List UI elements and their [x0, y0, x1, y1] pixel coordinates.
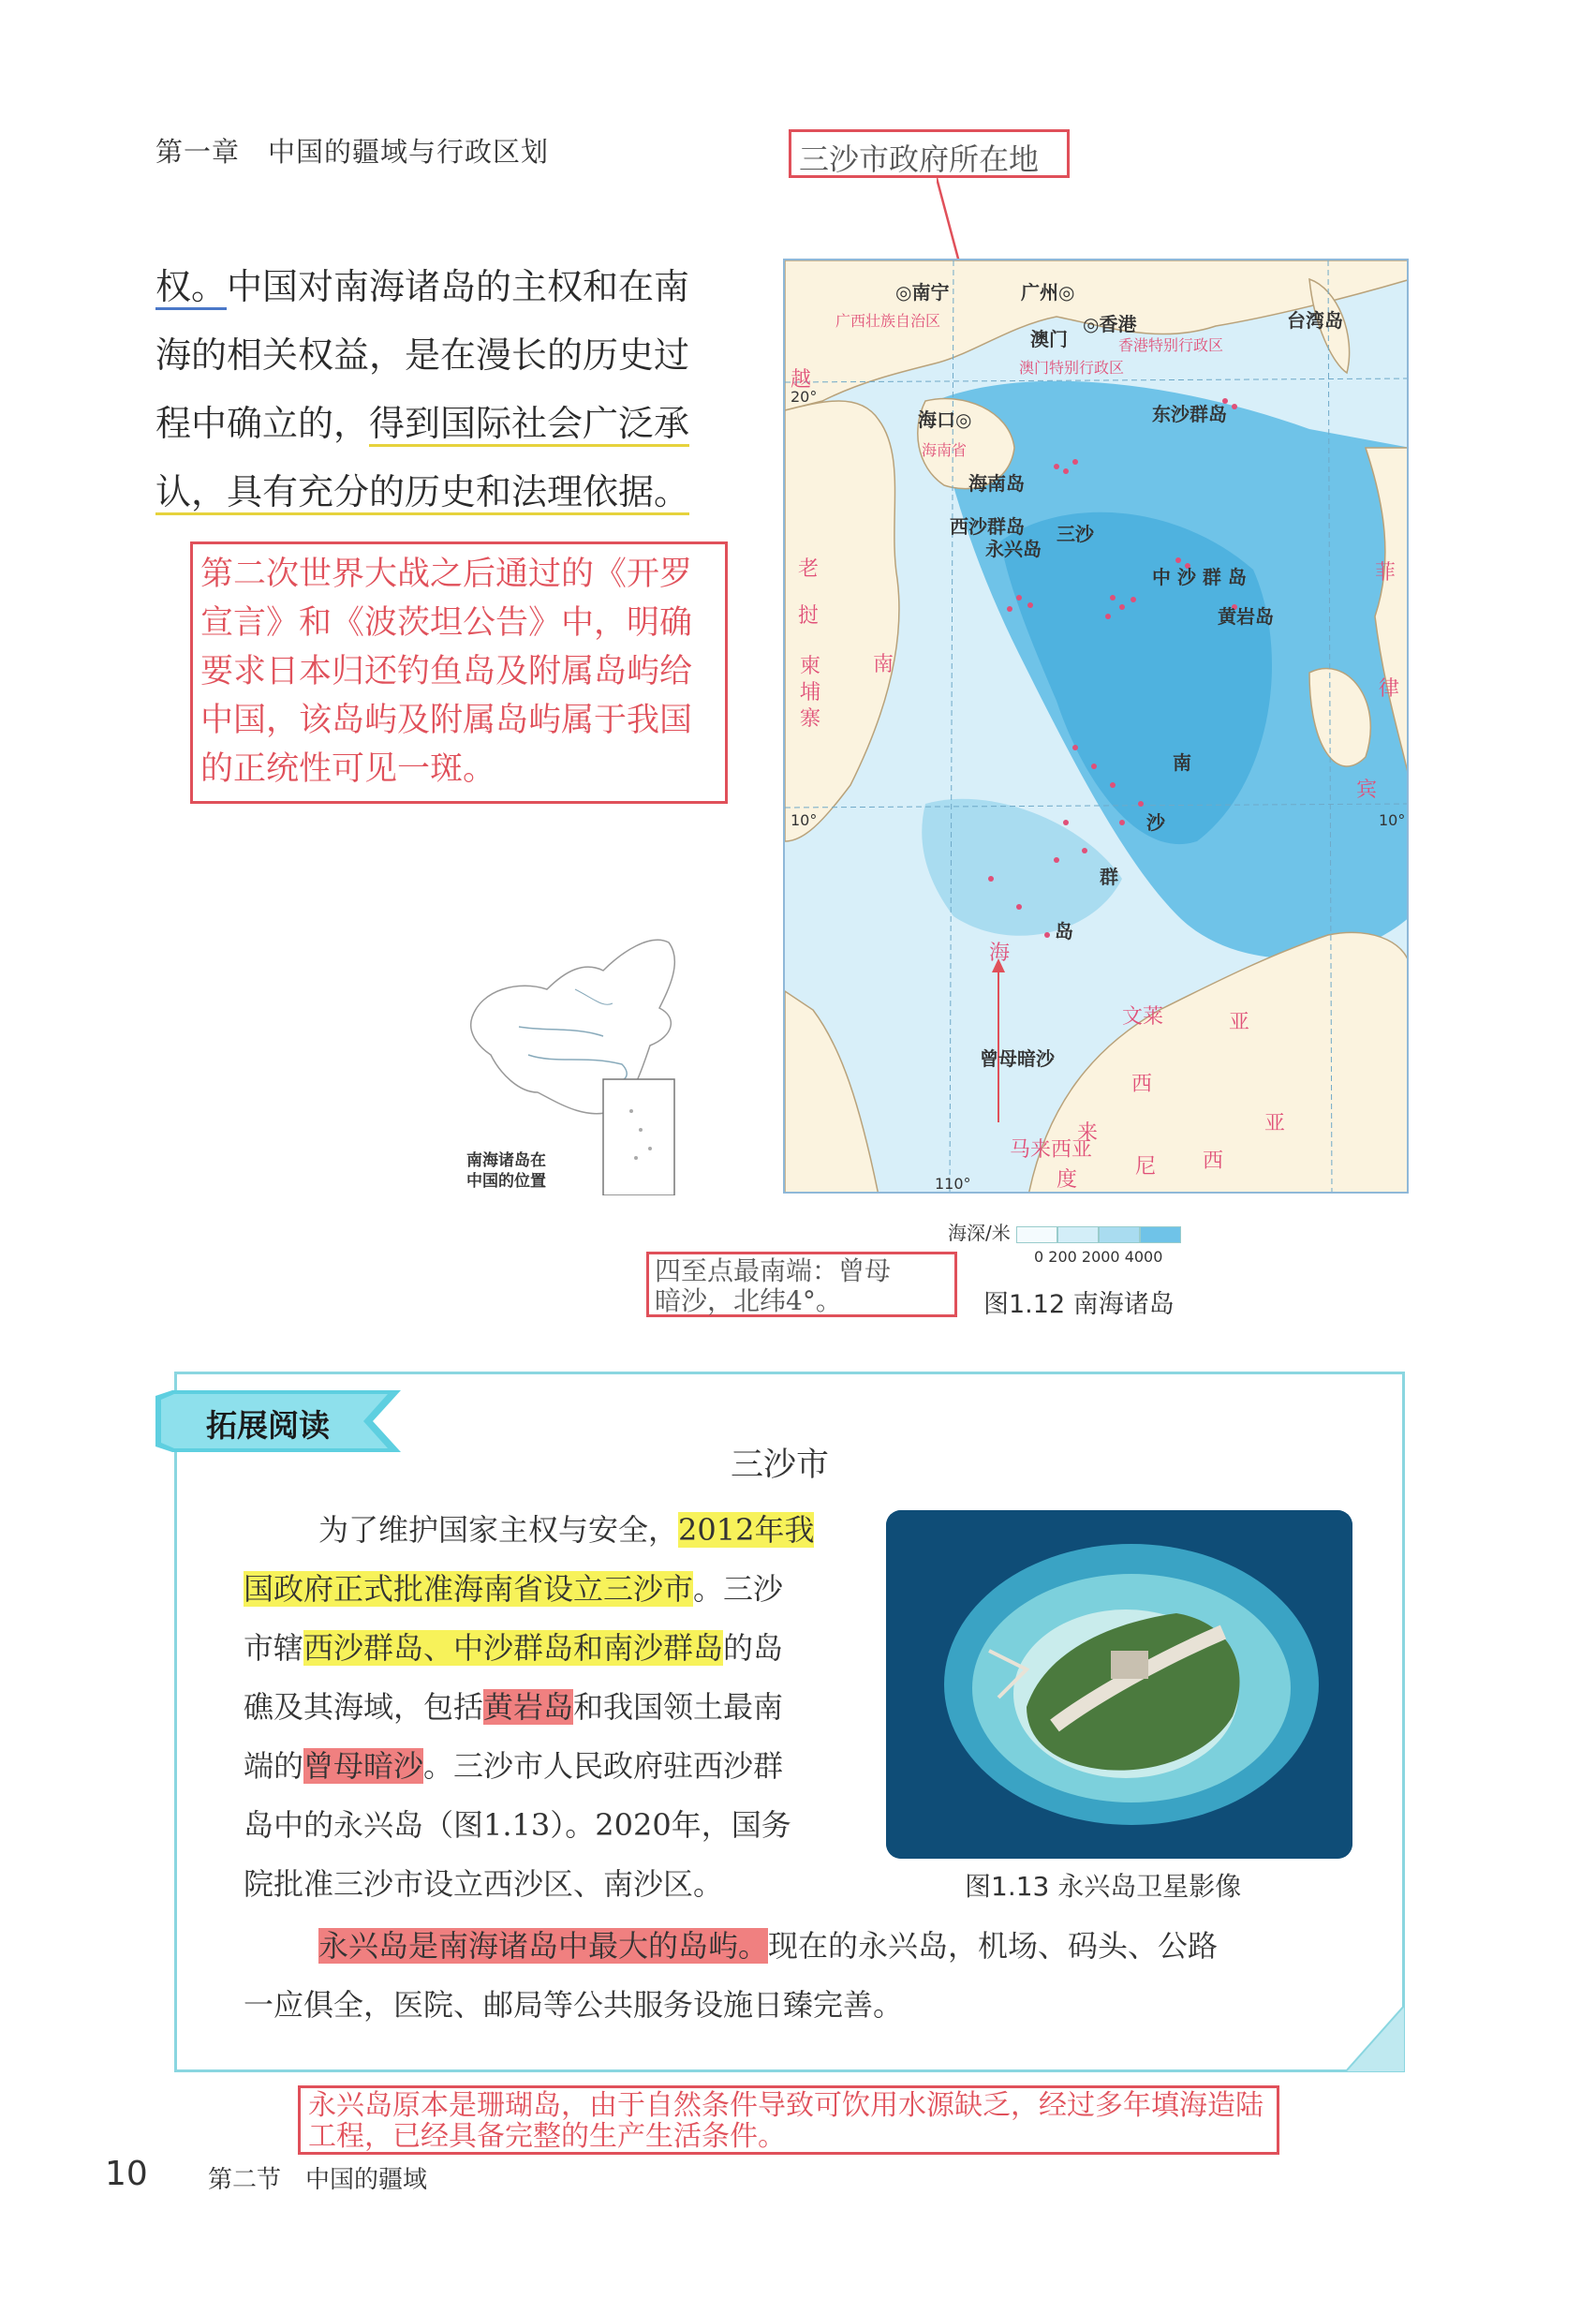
map-label-country: 南: [873, 653, 894, 676]
map-label-sansha: 三沙: [1057, 523, 1094, 545]
map-label-nansha: 南: [1173, 751, 1191, 774]
body-text: 权。: [155, 266, 227, 310]
reading-text: 院批准三沙市设立西沙区、南沙区。: [244, 1866, 724, 1902]
reading-title: 三沙市: [731, 1446, 830, 1484]
map-label-latitude: 20°: [791, 388, 818, 406]
map-label-country: 亚: [1264, 1112, 1286, 1135]
inset-caption-line: 南海诸岛在: [466, 1151, 546, 1170]
map-label-country: 来: [1077, 1121, 1099, 1145]
map-label-zhongsha: 中 沙 群 岛: [1152, 566, 1247, 588]
map-label-country: 西: [1203, 1150, 1224, 1173]
map-label-nansha: 群: [1100, 866, 1118, 888]
map-label-xisha: 西沙群岛: [950, 515, 1025, 538]
map-label-hainan-prov: 海南省: [922, 441, 968, 459]
reading-text: 端的: [244, 1748, 304, 1784]
map-label-zengmu: 曾母暗沙: [980, 1047, 1055, 1070]
map-label-yongxing: 永兴岛: [985, 538, 1042, 560]
map-label-taiwan: 台湾岛: [1287, 309, 1343, 332]
annotation-sansha-gov: 三沙市政府所在地: [789, 129, 1070, 178]
map-label-aomen: 澳门: [1030, 328, 1068, 350]
figure-caption: 图1.12 南海诸岛: [983, 1290, 1175, 1319]
map-label-country: 越: [791, 368, 812, 392]
body-text-underlined: 认，具有充分的历史和法理依据。: [155, 471, 689, 515]
yongxing-satellite-image: [886, 1510, 1352, 1859]
map-label-country: 亚: [1229, 1011, 1250, 1034]
map-label-country: 马来西亚: [1010, 1138, 1093, 1162]
highlight-red: 黄岩岛: [483, 1689, 574, 1725]
map-label-xianggang: ◎香港: [1083, 313, 1137, 335]
annotation-text: 暗沙，北纬4°。: [655, 1285, 842, 1316]
map-label-country: 柬埔寨: [800, 655, 821, 731]
reading-text: 礁及其海域，包括: [244, 1689, 484, 1725]
reading-text: 的岛: [723, 1630, 784, 1666]
body-text: 程中确立的，: [155, 403, 370, 444]
highlight-red: 曾母暗沙: [303, 1748, 424, 1784]
highlight-yellow: 西沙群岛、中沙群岛和南沙群岛: [303, 1630, 724, 1666]
map-label-country: 尼: [1135, 1155, 1157, 1179]
south-china-sea-map: [783, 259, 1409, 1194]
legend-label: 海深/米: [948, 1222, 1011, 1244]
annotation-southernmost: [646, 1252, 957, 1317]
body-text-underlined: 得到国际社会广泛承: [369, 403, 689, 447]
map-label-nanning: ◎南宁: [895, 281, 950, 304]
reading-tag: 拓展阅读: [206, 1407, 330, 1444]
legend-swatch: [1099, 1226, 1140, 1243]
map-label-nansha: 岛: [1055, 920, 1073, 942]
reading-paragraph-2: [244, 1917, 1367, 2035]
satellite-image-graphic: [886, 1510, 1352, 1859]
legend-ticks: 0 200 2000 4000: [1034, 1248, 1163, 1266]
map-label-macau-sar: 澳门特别行政区: [1019, 359, 1125, 377]
map-label-latitude: 10°: [1379, 811, 1406, 829]
map-label-country: 文莱: [1122, 1005, 1164, 1029]
page-number: 10: [105, 2155, 148, 2193]
reading-paragraph: [244, 1501, 862, 1914]
map-label-dongsha: 东沙群岛: [1152, 403, 1227, 425]
map-label-latitude: 10°: [791, 811, 818, 829]
legend-swatch: [1057, 1226, 1099, 1243]
map-label-huangyan: 黄岩岛: [1218, 605, 1274, 628]
body-text: 中国对南海诸岛的主权和在南: [227, 266, 690, 307]
annotation-yongxing: 永兴岛原本是珊瑚岛，由于自然条件导致可饮用水源缺乏，经过多年填海造陆工程，已经具备完整的生产生活条件。: [298, 2085, 1279, 2155]
legend-swatch: [1140, 1226, 1181, 1243]
map-label-guangzhou: 广州◎: [1021, 281, 1075, 304]
highlight-red: 永兴岛是南海诸岛中最大的岛屿。: [318, 1928, 769, 1964]
body-text: 海的相关权益，是在漫长的历史过: [155, 334, 690, 376]
annotation-text: 四至点最南端：曾母: [655, 1255, 892, 1286]
map-label-longitude: 110°: [935, 1175, 971, 1193]
map-label-country: 度: [1057, 1168, 1078, 1192]
map-label-hainan-dao: 海南岛: [968, 472, 1025, 495]
map-label-guangxi: 广西壮族自治区: [835, 312, 941, 330]
map-label-country: 老: [798, 557, 820, 581]
reading-text: 为了维护国家主权与安全，: [318, 1512, 679, 1548]
map-label-country: 宾: [1356, 779, 1378, 802]
photo-caption: 图1.13 永兴岛卫星影像: [965, 1871, 1242, 1902]
reading-text: 一应俱全，医院、邮局等公共服务设施日臻完善。: [244, 1987, 904, 2023]
map-label-hk-sar: 香港特别行政区: [1118, 336, 1224, 354]
highlight-yellow: 国政府正式批准海南省设立三沙市: [244, 1571, 694, 1607]
inset-caption-line: 中国的位置: [466, 1172, 546, 1191]
highlight-yellow: 2012年我: [678, 1512, 815, 1548]
annotation-wwii: 第二次世界大战之后通过的《开罗宣言》和《波茨坦公告》中，明确要求日本归还钓鱼岛及附属岛屿给中国，该岛屿及附属岛屿属于我国的正统性可见一斑。: [190, 541, 728, 804]
map-label-country: 律: [1379, 677, 1400, 701]
inset-caption: [466, 1150, 546, 1192]
map-label-sea: 海: [989, 942, 1011, 965]
reading-text: 。三沙市人民政府驻西沙群: [423, 1748, 784, 1784]
reading-text: 和我国领土最南: [573, 1689, 784, 1725]
map-label-haikou: 海口◎: [918, 408, 972, 431]
map-label-country: 菲: [1375, 561, 1396, 585]
reading-text: 。三沙: [693, 1571, 784, 1607]
map-legend: [948, 1218, 1181, 1245]
map-label-country: 挝: [798, 604, 820, 628]
legend-swatch: [1016, 1226, 1057, 1243]
chapter-header: 第一章 中国的疆域与行政区划: [155, 136, 550, 168]
map-label-country: 西: [1131, 1073, 1153, 1096]
reading-text: 市辖: [244, 1630, 304, 1666]
map-label-nansha: 沙: [1146, 811, 1165, 834]
reading-text: 岛中的永兴岛（图1.13）。2020年，国务: [244, 1807, 791, 1843]
body-paragraph: [155, 253, 717, 527]
map-graphic: [785, 260, 1409, 1194]
reading-text: 现在的永兴岛，机场、码头、公路: [768, 1928, 1219, 1964]
footer-section: 第二节 中国的疆域: [208, 2166, 428, 2194]
